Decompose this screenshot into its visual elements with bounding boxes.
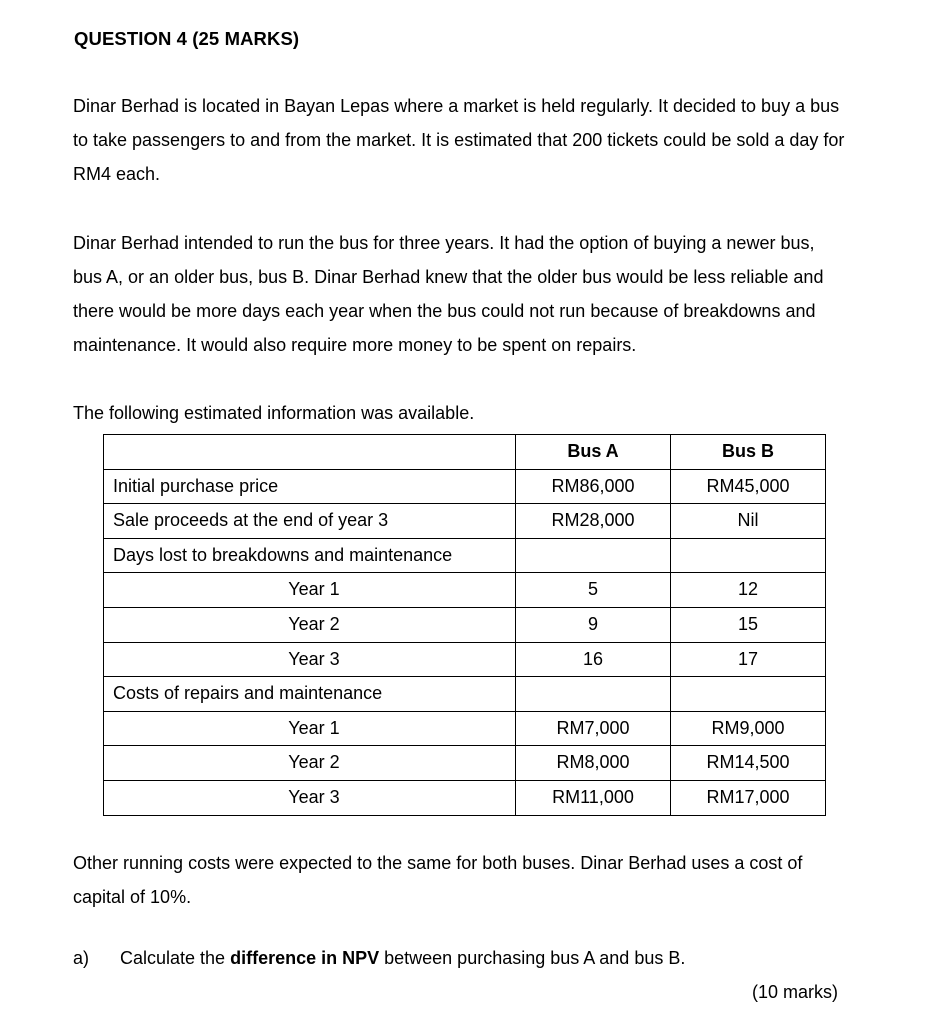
question-heading: QUESTION 4 (25 MARKS)	[74, 28, 300, 49]
part-a-text-after: between purchasing bus A and bus B.	[379, 948, 686, 968]
row-label: Year 3	[104, 642, 516, 677]
bus-a-value: RM8,000	[516, 746, 671, 781]
intro-paragraph: Dinar Berhad is located in Bayan Lepas where a market is held regularly. It decided to buy a bus to take passengers to and from the market. It is estimated that 200 tickets could be sold a day for RM4 each.	[73, 96, 845, 184]
row-label: Days lost to breakdowns and maintenance	[104, 538, 516, 573]
row-label: Year 2	[104, 607, 516, 642]
bus-a-value: RM28,000	[516, 504, 671, 539]
bus-b-value: RM14,500	[671, 746, 826, 781]
row-label: Sale proceeds at the end of year 3	[104, 504, 516, 539]
closing-paragraph: Other running costs were expected to the same for both buses. Dinar Berhad uses a cost of capital of 10%.	[73, 853, 803, 907]
row-label: Initial purchase price	[104, 469, 516, 504]
bus-a-value: RM7,000	[516, 711, 671, 746]
row-label: Year 3	[104, 780, 516, 815]
table-row	[104, 504, 826, 539]
row-label: Year 1	[104, 573, 516, 608]
header-bus-b: Bus B	[671, 435, 826, 470]
bus-b-value: RM17,000	[671, 780, 826, 815]
bus-b-value: RM45,000	[671, 469, 826, 504]
table-row	[104, 538, 826, 573]
row-label: Year 2	[104, 746, 516, 781]
bus-a-value: 9	[516, 607, 671, 642]
part-a-text-bold: difference in NPV	[230, 948, 380, 968]
bus-a-value: RM11,000	[516, 780, 671, 815]
row-label: Year 1	[104, 711, 516, 746]
table-header-row	[104, 435, 826, 470]
bus-b-value: RM9,000	[671, 711, 826, 746]
part-a-text	[120, 948, 685, 969]
bus-b-value: 17	[671, 642, 826, 677]
bus-a-value: RM86,000	[516, 469, 671, 504]
bus-b-value	[671, 538, 826, 573]
options-paragraph: Dinar Berhad intended to run the bus for three years. It had the option of buying a newer bus, bus A, or an older bus, bus B. Dinar Berhad knew that the older bus would be less reliable and there would be more days each year when the bus could not run because of breakdowns and maintenance. It would also require more money to be spent on repairs.	[73, 233, 824, 355]
part-a-letter: a)	[73, 948, 90, 968]
row-label: Costs of repairs and maintenance	[104, 677, 516, 712]
table-row	[104, 642, 826, 677]
part-a-text-before: Calculate the	[120, 948, 231, 968]
bus-b-value: Nil	[671, 504, 826, 539]
bus-b-value: 12	[671, 573, 826, 608]
bus-a-value	[516, 538, 671, 573]
table-row	[104, 607, 826, 642]
bus-info-table	[103, 434, 826, 816]
bus-a-value: 16	[516, 642, 671, 677]
table-row	[104, 746, 826, 781]
table-row	[104, 469, 826, 504]
table-intro: The following estimated information was available.	[73, 403, 475, 423]
header-bus-a: Bus A	[516, 435, 671, 470]
table-row	[104, 677, 826, 712]
table-row	[104, 780, 826, 815]
bus-b-value	[671, 677, 826, 712]
bus-b-value: 15	[671, 607, 826, 642]
bus-a-value: 5	[516, 573, 671, 608]
table-row	[104, 711, 826, 746]
header-blank	[104, 435, 516, 470]
bus-a-value	[516, 677, 671, 712]
table-row	[104, 573, 826, 608]
part-a-marks: (10 marks)	[751, 982, 838, 1002]
